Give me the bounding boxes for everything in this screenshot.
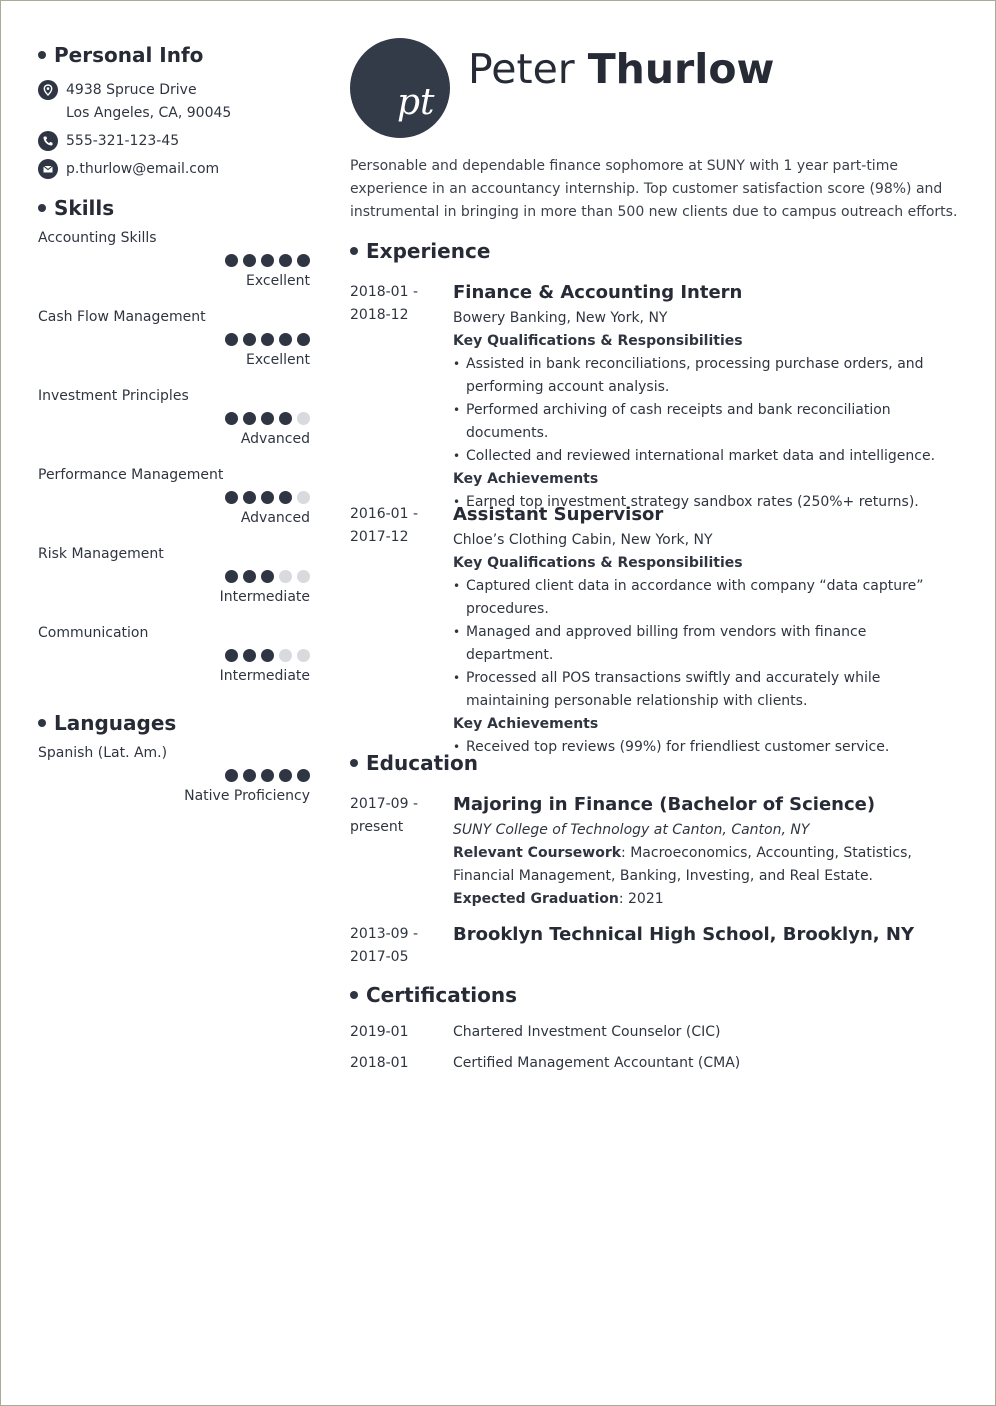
duty-item: • Captured client data in accordance with company “data capture” procedures.: [453, 575, 958, 621]
skill-rating: [38, 570, 310, 583]
skill-level: Intermediate: [219, 668, 310, 684]
achievements-heading: Key Achievements: [453, 471, 599, 487]
achievement-item: • Received top reviews (99%) for friendliest customer service.: [453, 736, 958, 759]
rating-dot-filled: [261, 491, 274, 504]
experience-heading: Experience: [350, 236, 490, 266]
bullet-dot: [38, 719, 46, 727]
skill-item: [38, 307, 310, 386]
rating-dot-filled: [279, 254, 292, 267]
rating-dot-filled: [243, 491, 256, 504]
skills-heading: Skills: [38, 193, 310, 223]
rating-dot-filled: [279, 491, 292, 504]
skill-rating: [38, 412, 310, 425]
rating-dot-filled: [243, 254, 256, 267]
achievements-heading: Key Achievements: [453, 716, 599, 732]
email: [38, 158, 310, 181]
profile-summary: Personable and dependable finance sophomore at SUNY with 1 year part-time experience in an accountancy internship. Top customer satisfaction score (98%) and instrumental in bringing in more than 500 new clients due to campus outreach efforts.: [350, 158, 958, 220]
candidate-name: [468, 42, 774, 96]
rating-dot-filled: [243, 570, 256, 583]
rating-dot-filled: [225, 412, 238, 425]
duty-item: • Assisted in bank reconciliations, processing purchase orders, and performing account analysis.: [453, 353, 958, 399]
expected-graduation: Expected Graduation: 2021: [453, 891, 664, 907]
duty-item: • Performed archiving of cash receipts and bank reconciliation documents.: [453, 399, 958, 445]
rating-dot-filled: [243, 333, 256, 346]
skill-item: [38, 386, 310, 465]
language-name: Spanish (Lat. Am.): [38, 745, 168, 761]
job-title: Assistant Supervisor: [453, 504, 664, 525]
rating-dot-filled: [261, 769, 274, 782]
skill-name: Performance Management: [38, 467, 224, 483]
education-heading: Education: [350, 748, 478, 778]
skill-level: Advanced: [240, 510, 310, 526]
rating-dot-filled: [225, 333, 238, 346]
entry-dates: 2013-09 - 2017-05: [350, 926, 418, 965]
entry-dates: 2016-01 - 2017-12: [350, 506, 418, 545]
rating-dot-filled: [279, 412, 292, 425]
envelope-icon: [38, 159, 58, 179]
skill-item: [38, 623, 310, 702]
certification-name: Chartered Investment Counselor (CIC): [453, 1024, 721, 1040]
rating-dot-filled: [261, 570, 274, 583]
entry-dates: 2018-01 - 2018-12: [350, 284, 418, 323]
company: Chloe’s Clothing Cabin, New York, NY: [453, 532, 713, 548]
certification-name: Certified Management Accountant (CMA): [453, 1055, 741, 1071]
rating-dot-filled: [225, 254, 238, 267]
skill-item: [38, 544, 310, 623]
phone-number: 555-321-123-45: [66, 133, 180, 149]
avatar: [350, 38, 450, 138]
phone: [38, 130, 310, 153]
skill-name: Cash Flow Management: [38, 309, 206, 325]
rating-dot-filled: [261, 649, 274, 662]
rating-dot-filled: [261, 254, 274, 267]
rating-dot-filled: [297, 333, 310, 346]
job-title: Finance & Accounting Intern: [453, 282, 743, 303]
rating-dot-empty: [279, 570, 292, 583]
skill-item: [38, 465, 310, 544]
rating-dot-empty: [297, 491, 310, 504]
duty-item: • Processed all POS transactions swiftly and accurately while maintaining personable relationship with clients.: [453, 667, 958, 713]
avatar-initials: pt: [397, 82, 435, 123]
rating-dot-filled: [279, 769, 292, 782]
address-line-2: Los Angeles, CA, 90045: [66, 105, 232, 121]
duty-item: • Collected and reviewed international market data and intelligence.: [453, 445, 958, 468]
address-line-1: 4938 Spruce Drive: [66, 82, 197, 98]
degree: Majoring in Finance (Bachelor of Science): [453, 794, 876, 815]
skill-level: Excellent: [246, 352, 310, 368]
address: [38, 79, 310, 125]
rating-dot-filled: [279, 333, 292, 346]
skill-name: Investment Principles: [38, 388, 189, 404]
rating-dot-filled: [225, 491, 238, 504]
bullet-dot: [38, 204, 46, 212]
bullet-dot: [38, 51, 46, 59]
entry-dates: 2017-09 - present: [350, 796, 418, 835]
email-address[interactable]: p.thurlow@email.com: [66, 161, 220, 177]
rating-dot-filled: [243, 649, 256, 662]
language-level: Native Proficiency: [184, 788, 310, 804]
skill-name: Risk Management: [38, 546, 164, 562]
rating-dot-empty: [297, 412, 310, 425]
language-item: [38, 743, 310, 822]
skills-list: [38, 228, 310, 702]
rating-dot-empty: [297, 570, 310, 583]
left-column: [38, 40, 310, 822]
degree: Brooklyn Technical High School, Brooklyn, NY: [453, 924, 914, 945]
qualifications-heading: Key Qualifications & Responsibilities: [453, 333, 743, 349]
skill-name: Communication: [38, 625, 149, 641]
certifications-heading: Certifications: [350, 980, 517, 1010]
qualifications-heading: Key Qualifications & Responsibilities: [453, 555, 743, 571]
personal-info-heading: Personal Info: [38, 40, 310, 70]
skill-rating: [38, 254, 310, 267]
company: Bowery Banking, New York, NY: [453, 310, 668, 326]
skill-rating: [38, 333, 310, 346]
certification-date: 2019-01: [350, 1024, 409, 1040]
bullet-dot: [350, 759, 358, 767]
first-name: Peter: [468, 45, 575, 93]
rating-dot-filled: [261, 412, 274, 425]
rating-dot-filled: [297, 769, 310, 782]
achievement-item: • Earned top investment strategy sandbox rates (250%+ returns).: [453, 491, 958, 514]
skill-rating: [38, 491, 310, 504]
rating-dot-empty: [297, 649, 310, 662]
bullet-dot: [350, 247, 358, 255]
location-pin-icon: [38, 80, 58, 100]
languages-heading: Languages: [38, 708, 310, 738]
rating-dot-filled: [297, 254, 310, 267]
rating-dot-filled: [243, 412, 256, 425]
school: SUNY College of Technology at Canton, Canton, NY: [453, 822, 810, 838]
phone-icon: [38, 131, 58, 151]
last-name: Thurlow: [587, 45, 775, 93]
rating-dot-filled: [225, 570, 238, 583]
rating-dot-filled: [261, 333, 274, 346]
skill-rating: [38, 649, 310, 662]
language-rating: [38, 769, 310, 782]
coursework: Relevant Coursework: Macroeconomics, Accounting, Statistics, Financial Management, Banking, Investing, and Real Estate.: [453, 845, 912, 884]
rating-dot-filled: [225, 649, 238, 662]
skill-level: Intermediate: [219, 589, 310, 605]
duty-item: • Managed and approved billing from vendors with finance department.: [453, 621, 958, 667]
skill-name: Accounting Skills: [38, 230, 157, 246]
skill-level: Advanced: [240, 431, 310, 447]
bullet-dot: [350, 991, 358, 999]
certification-date: 2018-01: [350, 1055, 409, 1071]
skill-level: Excellent: [246, 273, 310, 289]
rating-dot-filled: [225, 769, 238, 782]
rating-dot-empty: [279, 649, 292, 662]
rating-dot-filled: [243, 769, 256, 782]
skill-item: [38, 228, 310, 307]
